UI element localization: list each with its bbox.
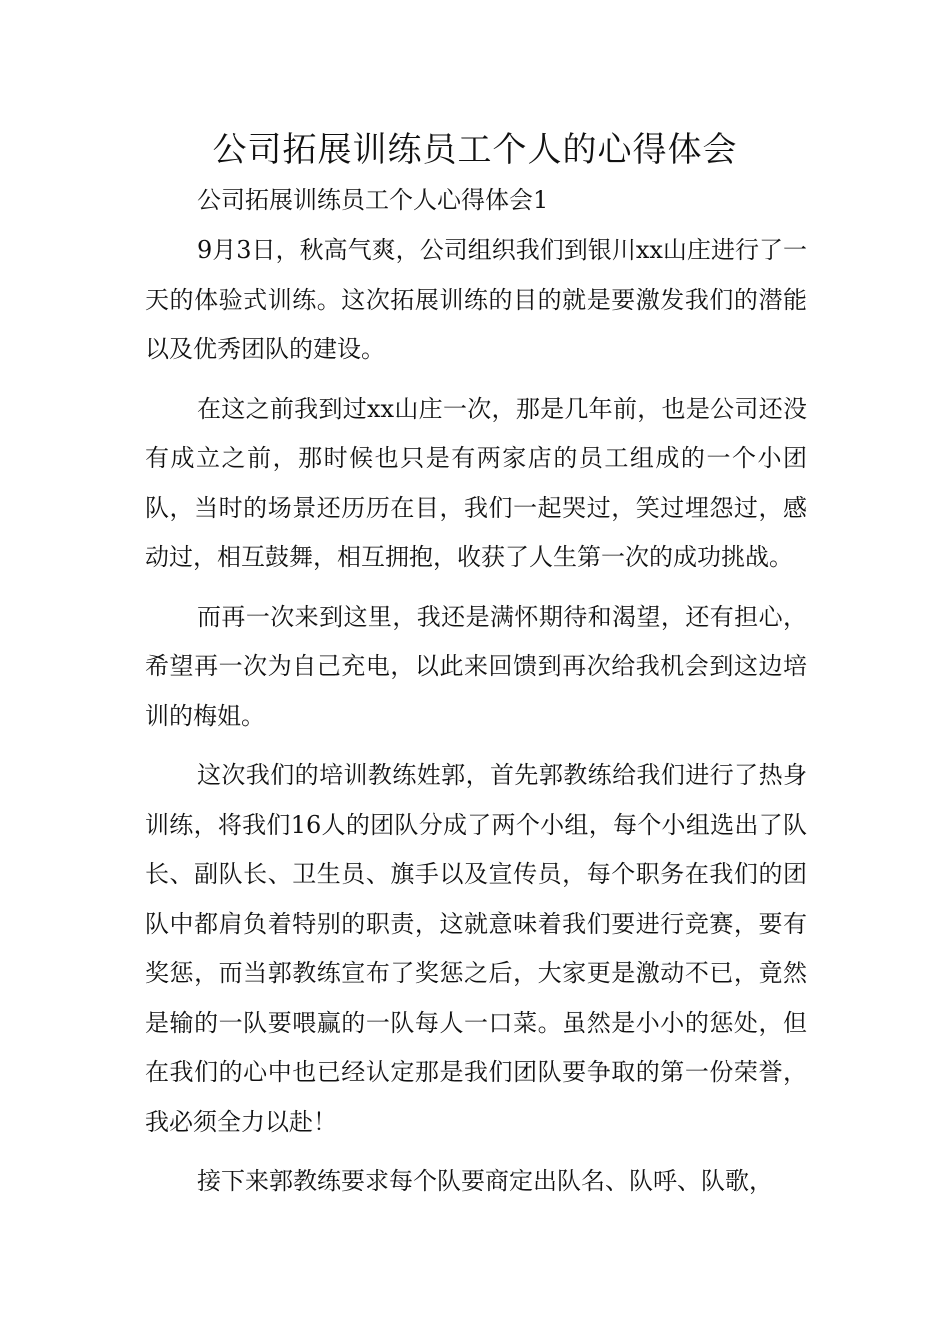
paragraph: 这次我们的培训教练姓郭，首先郭教练给我们进行了热身训练，将我们16人的团队分成了两个小组，每个小组选出了队长、副队长、卫生员、旗手以及宣传员，每个职务在我们的团队中都肩负着特别的职责，这就意味着我们要进行竞赛，要有奖惩，而当郭教练宣布了奖惩之后，大家更是激动不已，竟然是输的一队要喂赢的一队每人一口菜。虽然是小小的惩处，但在我们的心中也已经认定那是我们团队要争取的第一份荣誉，我必须全力以赴！ (145, 761, 807, 1136)
document-subtitle: 公司拓展训练员工个人心得体会1 (197, 186, 549, 214)
paragraph: 在这之前我到过xx山庄一次，那是几年前，也是公司还没有成立之前，那时候也只是有两家店的员工组成的一个小团队，当时的场景还历历在目，我们一起哭过，笑过埋怨过，感动过，相互鼓舞，相互拥抱，收获了人生第一次的成功挑战。 (145, 394, 807, 571)
document-body (145, 226, 807, 1217)
document-title: 公司拓展训练员工个人的心得体会 (212, 130, 738, 170)
paragraph: 9月3日，秋高气爽，公司组织我们到银川xx山庄进行了一天的体验式训练。这次拓展训练的目的就是要激发我们的潜能以及优秀团队的建设。 (145, 236, 807, 363)
paragraph: 而再一次来到这里，我还是满怀期待和渴望，还有担心，希望再一次为自己充电，以此来回馈到再次给我机会到这边培训的梅姐。 (145, 602, 807, 730)
paragraph: 接下来郭教练要求每个队要商定出队名、队呼、队歌， (197, 1167, 773, 1195)
